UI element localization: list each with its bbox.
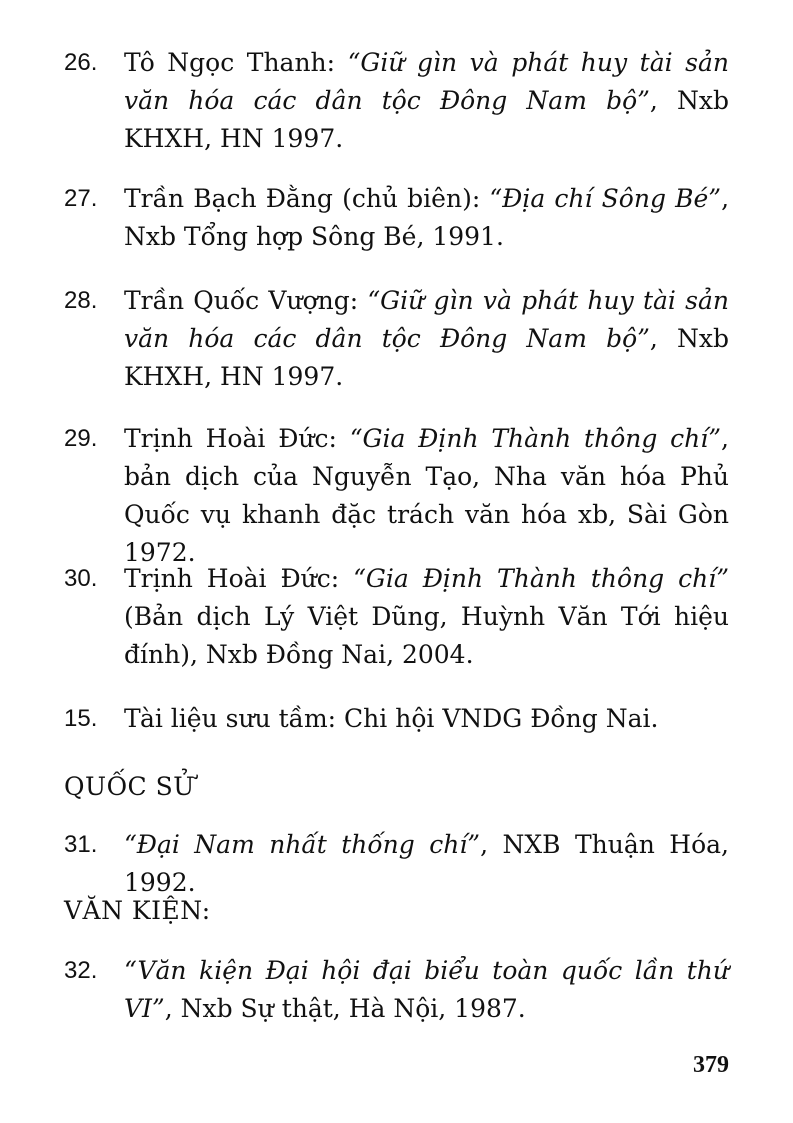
reference-author: Trịnh Hoài Đức: xyxy=(124,424,350,453)
reference-author: Tô Ngọc Thanh: xyxy=(124,48,348,77)
reference-entry-32 xyxy=(64,952,729,1028)
reference-author: Trịnh Hoài Đức: xyxy=(124,564,354,593)
reference-publisher: , bản dịch của Nguyễn Tạo, Nha văn hóa Phủ Quốc vụ khanh đặc trách văn hóa xb, Sài Gòn 1972. xyxy=(124,424,729,567)
reference-title: “Địa chí Sông Bé” xyxy=(489,184,722,213)
reference-text xyxy=(124,700,729,738)
section-heading-van-kien: VĂN KIỆN: xyxy=(64,896,211,925)
page-number: 379 xyxy=(693,1052,729,1078)
reference-number: 30. xyxy=(64,565,98,592)
reference-publisher: , Nxb KHXH, HN 1997. xyxy=(124,86,729,153)
reference-publisher: (Bản dịch Lý Việt Dũng, Huỳnh Văn Tới hiệu đính), Nxb Đồng Nai, 2004. xyxy=(124,602,729,669)
reference-text xyxy=(124,420,729,572)
reference-title: “Gia Định Thành thông chí” xyxy=(349,424,722,453)
reference-text xyxy=(124,952,729,1028)
reference-number: 26. xyxy=(64,49,98,76)
reference-number: 32. xyxy=(64,957,98,984)
reference-text xyxy=(124,282,729,396)
reference-entry-28 xyxy=(64,282,729,396)
reference-author: Trần Quốc Vượng: xyxy=(124,286,368,315)
reference-entry-30 xyxy=(64,560,729,674)
reference-title: “Giữ gìn và phát huy tài sản văn hóa các dân tộc Đông Nam bộ” xyxy=(124,48,729,115)
reference-entry-15 xyxy=(64,700,729,738)
reference-author: Trần Bạch Đằng (chủ biên): xyxy=(124,184,490,213)
reference-entry-31 xyxy=(64,826,729,902)
reference-number: 15. xyxy=(64,705,98,732)
reference-text xyxy=(124,560,729,674)
reference-title: “Đại Nam nhất thống chí” xyxy=(124,830,481,859)
reference-entry-26 xyxy=(64,44,729,158)
reference-publisher: , Nxb Sự thật, Hà Nội, 1987. xyxy=(164,994,526,1023)
reference-number: 28. xyxy=(64,287,98,314)
section-heading-quoc-su: QUỐC SỬ xyxy=(64,772,195,801)
reference-number: 31. xyxy=(64,831,98,858)
reference-title: “Gia Định Thành thông chí” xyxy=(353,564,729,593)
reference-entry-27 xyxy=(64,180,729,256)
reference-publisher: , Nxb Tổng hợp Sông Bé, 1991. xyxy=(124,184,730,251)
reference-publisher: , Nxb KHXH, HN 1997. xyxy=(124,324,729,391)
reference-title: “Giữ gìn và phát huy tài sản văn hóa các dân tộc Đông Nam bộ” xyxy=(124,286,729,353)
reference-author: Tài liệu sưu tầm: Chi hội VNDG Đồng Nai. xyxy=(124,704,659,733)
reference-number: 27. xyxy=(64,185,98,212)
reference-number: 29. xyxy=(64,425,98,452)
reference-text xyxy=(124,826,729,902)
reference-text xyxy=(124,180,729,256)
reference-text xyxy=(124,44,729,158)
reference-publisher: , NXB Thuận Hóa, 1992. xyxy=(124,830,729,897)
reference-entry-29 xyxy=(64,420,729,572)
reference-title: “Văn kiện Đại hội đại biểu toàn quốc lần thứ VI” xyxy=(124,956,729,1023)
